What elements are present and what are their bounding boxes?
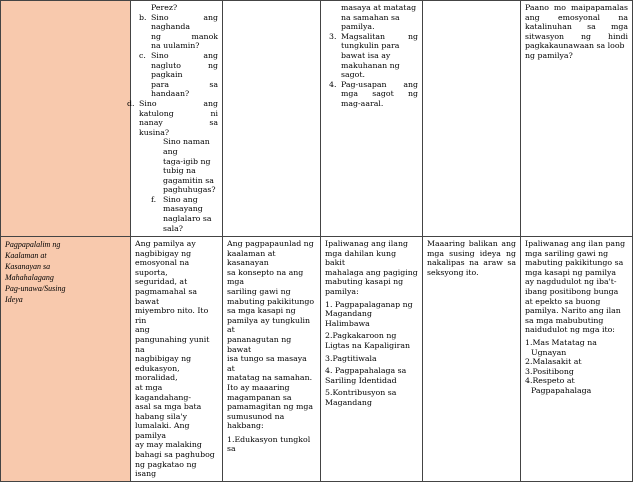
reflection-line bbox=[525, 22, 628, 32]
reflection-line bbox=[525, 51, 628, 61]
text-line: ay may malaking bbox=[135, 440, 202, 450]
word: ng bbox=[581, 31, 592, 41]
text-line: at epekto sa buong bbox=[525, 296, 601, 306]
text-line: mabuting kasapi ng bbox=[325, 277, 404, 287]
word: nakalipas bbox=[427, 258, 465, 268]
word: balikan bbox=[468, 239, 498, 248]
importance-text bbox=[325, 239, 418, 408]
question-line bbox=[151, 51, 218, 61]
word: na uulamin? bbox=[151, 41, 200, 51]
family-description-cell bbox=[131, 237, 223, 482]
effects-list bbox=[525, 338, 628, 396]
word: sa bbox=[507, 258, 516, 268]
text-line: ang bbox=[135, 325, 150, 335]
question-line bbox=[139, 118, 218, 128]
procedure-line: pamilya. bbox=[341, 22, 375, 32]
effect-item: 2.Malasakit at bbox=[525, 357, 582, 367]
procedure-list bbox=[329, 32, 418, 109]
text-line: nagbibigay ng bbox=[135, 248, 192, 258]
text-line: mga kasapi ng pamilya bbox=[525, 267, 617, 277]
row-label-line: Kasanayan sa bbox=[5, 262, 51, 271]
word: katulong bbox=[139, 108, 174, 118]
procedure-line bbox=[341, 89, 418, 99]
word: sagot bbox=[372, 89, 394, 99]
positive-effects-text bbox=[525, 239, 628, 396]
question-line: masayang bbox=[163, 204, 203, 214]
word: pagkakaunawaan sa loob bbox=[525, 41, 625, 51]
text-line: mahalaga ang pagiging bbox=[325, 267, 418, 277]
question-line bbox=[151, 41, 218, 51]
text-line: Ang pamilya ay bbox=[135, 239, 196, 248]
question-line: Sino ang bbox=[163, 194, 198, 204]
question-line bbox=[151, 61, 218, 71]
text-line: lumalaki. Ang pamilya bbox=[135, 421, 190, 440]
question-item bbox=[139, 51, 218, 99]
table-row-continued bbox=[1, 1, 633, 237]
text-line: sa mga mabubuting bbox=[525, 315, 604, 325]
text-line: Ipaliwanag ang ilan pang bbox=[525, 239, 626, 248]
question-e bbox=[151, 137, 218, 195]
review-line bbox=[427, 258, 516, 268]
word: mo bbox=[553, 3, 566, 12]
row-label-text bbox=[5, 239, 126, 305]
word: ang bbox=[501, 239, 516, 248]
effect-item: 4.Respeto at bbox=[525, 376, 575, 386]
word: tungkulin para bbox=[341, 41, 400, 51]
text-line: kaalaman at kasanayan bbox=[227, 248, 276, 268]
text-line: sumusunod na bbox=[227, 411, 285, 421]
word: naghanda bbox=[151, 22, 190, 32]
table-row-deepening bbox=[1, 237, 633, 482]
word: susing bbox=[449, 248, 475, 258]
word: sa bbox=[587, 22, 596, 32]
importance-point bbox=[325, 354, 418, 364]
word: sitwasyon bbox=[525, 31, 565, 41]
text-line: mabuting pakikitungo bbox=[227, 296, 315, 306]
word: seksyong ito. bbox=[427, 267, 479, 277]
procedure-cell bbox=[321, 1, 423, 237]
word: nagluto bbox=[151, 60, 182, 70]
word: araw bbox=[483, 258, 503, 268]
word: mga bbox=[427, 248, 445, 258]
row-label-line: Pagpapalalim ng bbox=[5, 240, 61, 249]
effect-item: Pagpapahalaga bbox=[531, 385, 592, 395]
question-text bbox=[151, 51, 218, 99]
word: sa bbox=[209, 79, 218, 89]
text-line: edukasyon, moralidad, bbox=[135, 363, 180, 383]
word: ang bbox=[203, 98, 218, 108]
text-line: miyembro nito. Ito rin bbox=[135, 306, 209, 325]
question-line: sala? bbox=[163, 223, 183, 233]
question-list bbox=[127, 12, 218, 138]
text-line: Magandang bbox=[325, 397, 372, 407]
text-line: bahagi sa paghubog bbox=[135, 450, 215, 460]
text-line: pamilya. Narito ang ilan bbox=[525, 306, 621, 316]
text-line: Magandang Halimbawa bbox=[325, 309, 372, 328]
question-letter: c. bbox=[139, 50, 146, 60]
question-a-end: Perez? bbox=[151, 3, 178, 12]
review-line bbox=[427, 268, 516, 278]
word: Paano bbox=[525, 3, 549, 12]
row-label-line: Mahahalagang bbox=[5, 273, 54, 282]
question-line: paghuhugas? bbox=[163, 185, 216, 195]
question-line: Sino naman ang bbox=[163, 137, 210, 156]
word: na bbox=[618, 12, 628, 22]
reflection-question bbox=[525, 3, 628, 61]
text-line: sariling gawi ng bbox=[227, 286, 291, 296]
text-line: nagbibigay ng bbox=[135, 354, 192, 364]
text-line: ng pagkatao ng isang bbox=[135, 459, 197, 479]
word: mga bbox=[341, 89, 359, 99]
reflection-line bbox=[525, 3, 628, 13]
question-line bbox=[151, 22, 218, 32]
word: Magsalitan bbox=[341, 31, 386, 41]
effects-intro bbox=[525, 239, 628, 335]
word: ng bbox=[151, 31, 162, 41]
question-line bbox=[139, 109, 218, 119]
procedure-item bbox=[329, 32, 418, 80]
text-line: 2.Pagkakaroon ng bbox=[325, 331, 397, 341]
question-letter: d. bbox=[127, 98, 135, 108]
question-item bbox=[139, 13, 218, 51]
text-line: sa konsepto na ang mga bbox=[227, 267, 304, 287]
word: ang bbox=[203, 50, 218, 60]
text-line: ibang positibong bunga bbox=[525, 286, 619, 296]
procedure-line bbox=[341, 51, 418, 61]
question-line bbox=[151, 80, 218, 90]
procedure-line bbox=[341, 99, 418, 109]
word: ni bbox=[210, 108, 218, 118]
word: sa bbox=[209, 118, 218, 128]
word: makuhanan ng bbox=[341, 60, 400, 70]
question-line: naglalaro sa bbox=[163, 214, 212, 224]
text-line: pagmamahal sa bawat bbox=[135, 286, 198, 306]
procedure-item bbox=[329, 80, 418, 109]
question-line: gagamitin sa bbox=[163, 175, 214, 185]
word: Sino bbox=[139, 98, 157, 108]
word: Sino bbox=[151, 12, 169, 22]
text-line: mga dahilan kung bakit bbox=[325, 248, 397, 268]
word: bawat isa ay bbox=[341, 50, 391, 60]
word: ang bbox=[525, 12, 540, 22]
text-line: pangunahing yunit na bbox=[135, 334, 210, 354]
text-line: matatag na samahan. bbox=[227, 373, 313, 383]
word: Sino bbox=[151, 50, 169, 60]
procedure-line bbox=[341, 80, 418, 90]
effect-item: 3.Positibong bbox=[525, 366, 574, 376]
review-text bbox=[427, 239, 516, 277]
reflection-line bbox=[525, 32, 628, 42]
question-line bbox=[139, 99, 218, 109]
text-line: mga sariling gawi ng bbox=[525, 248, 609, 258]
importance-point bbox=[325, 300, 418, 329]
question-text bbox=[151, 13, 218, 51]
procedure-text bbox=[341, 32, 418, 80]
text-line: at mga kagandahang- bbox=[135, 382, 191, 402]
text-line: 3.Pagtitiwala bbox=[325, 353, 377, 363]
word: nanay bbox=[139, 118, 163, 128]
procedure-line bbox=[341, 41, 418, 51]
effect-item: Ugnayan bbox=[531, 347, 567, 357]
question-text bbox=[139, 99, 218, 137]
procedure-line bbox=[341, 70, 418, 80]
word: ang bbox=[403, 79, 418, 89]
empty-cell bbox=[223, 1, 321, 237]
word: manok bbox=[191, 31, 218, 41]
word: ideya bbox=[479, 248, 501, 258]
importance-point bbox=[325, 366, 418, 385]
word: ng bbox=[407, 31, 418, 41]
word: handaan? bbox=[151, 89, 190, 99]
procedure-line: masaya at matatag bbox=[341, 3, 417, 12]
text-line: pamilya: bbox=[325, 286, 359, 296]
word: Maaaring bbox=[427, 239, 466, 248]
word: Pag-usapan bbox=[341, 79, 387, 89]
text-line: mabuting pakikitungo sa bbox=[525, 258, 624, 268]
text-line: ay nagdudulot ng iba't- bbox=[525, 277, 617, 287]
word: ng pamilya? bbox=[525, 50, 573, 60]
text-line: Ligtas na Kapaligiran bbox=[325, 340, 411, 350]
word: maipapamalas bbox=[570, 3, 628, 12]
word: pagkain bbox=[151, 70, 183, 80]
empty-cell bbox=[423, 1, 521, 237]
question-line bbox=[151, 13, 218, 23]
text-line: Sariling Identidad bbox=[325, 375, 397, 385]
procedure-number: 3. bbox=[329, 31, 337, 41]
procedure-line bbox=[341, 61, 418, 71]
question-item bbox=[127, 99, 218, 137]
word: mga bbox=[610, 22, 628, 32]
text-line: sa mga kasapi ng bbox=[227, 306, 296, 316]
question-line bbox=[139, 128, 218, 138]
family-description-text bbox=[135, 239, 218, 479]
text-line: 1.Edukasyon tungkol sa bbox=[227, 434, 311, 454]
row-label-cell bbox=[1, 237, 131, 482]
procedure-number: 4. bbox=[329, 79, 337, 89]
row-label-cell-empty bbox=[1, 1, 131, 237]
effect-item: 1.Mas Matatag na bbox=[525, 337, 597, 347]
review-line bbox=[427, 249, 516, 259]
reflection-line bbox=[525, 41, 628, 51]
text-line: Ipaliwanag ang ilang bbox=[325, 239, 408, 248]
text-line: pananagutan ng bawat bbox=[227, 334, 292, 354]
row-label-line: Pag-unawa/Susing bbox=[5, 284, 66, 293]
review-line bbox=[427, 239, 516, 249]
reflection-question-cell bbox=[521, 1, 633, 237]
text-line: Ito ay maaaring bbox=[227, 382, 290, 392]
question-line bbox=[151, 89, 218, 99]
text-line: naidudulot ng mga ito: bbox=[525, 325, 615, 335]
text-line: hakbang: bbox=[227, 421, 264, 431]
importance-point bbox=[325, 331, 418, 350]
text-line: 5.Kontribusyon sa bbox=[325, 388, 397, 398]
word: ang bbox=[203, 12, 218, 22]
review-cell bbox=[423, 237, 521, 482]
positive-effects-cell bbox=[521, 237, 633, 482]
skills-development-text bbox=[227, 239, 316, 454]
word: sagot. bbox=[341, 70, 365, 80]
text-line: pamilya ay tungkulin at bbox=[227, 315, 311, 335]
questions-cell bbox=[127, 1, 223, 237]
question-letter: b. bbox=[139, 12, 147, 22]
word: na bbox=[469, 258, 479, 268]
text-line: 1. Pagpapalaganap ng bbox=[325, 299, 413, 309]
question-line: taga-igib ng bbox=[163, 156, 211, 166]
procedure-text bbox=[341, 80, 418, 109]
word: katalinuhan bbox=[525, 22, 572, 32]
question-f: f. Sino ang masayang naglalaro sa sala? bbox=[151, 195, 218, 233]
procedure-line bbox=[341, 32, 418, 42]
text-line: asal sa mga bata bbox=[135, 402, 202, 412]
reflection-line bbox=[525, 13, 628, 23]
question-line bbox=[151, 70, 218, 80]
row-label-line: Ideya bbox=[5, 295, 23, 304]
text-line: Ang pagpapaunlad ng bbox=[227, 239, 314, 248]
word: emosyonal bbox=[558, 12, 600, 22]
question-line bbox=[151, 32, 218, 42]
importance-intro bbox=[325, 239, 418, 297]
text-line: 4. Pagpapahalaga sa bbox=[325, 366, 407, 376]
text-line: pamamagitan ng mga bbox=[227, 402, 314, 412]
importance-point bbox=[325, 388, 418, 407]
text-line: habang sila'y bbox=[135, 411, 187, 421]
text-line: magampanan sa bbox=[227, 392, 292, 402]
text-line: emosyonal na suporta, bbox=[135, 258, 190, 277]
word: para bbox=[151, 79, 170, 89]
importance-cell bbox=[321, 237, 423, 482]
question-line: tubig na bbox=[163, 166, 196, 176]
word: mag-aaral. bbox=[341, 98, 384, 108]
procedure-text bbox=[341, 3, 418, 32]
row-label-line: Kaalaman at bbox=[5, 251, 47, 260]
text-line: isa tungo sa masaya at bbox=[227, 354, 307, 373]
word: ng bbox=[207, 60, 218, 70]
word: ng bbox=[407, 89, 418, 99]
text-line: seguridad, at bbox=[135, 277, 188, 287]
word: ng bbox=[505, 248, 516, 258]
word: kusina? bbox=[139, 127, 170, 137]
word: hindi bbox=[607, 31, 628, 41]
procedure-line: na samahan sa bbox=[341, 12, 400, 22]
skills-development-cell bbox=[223, 237, 321, 482]
